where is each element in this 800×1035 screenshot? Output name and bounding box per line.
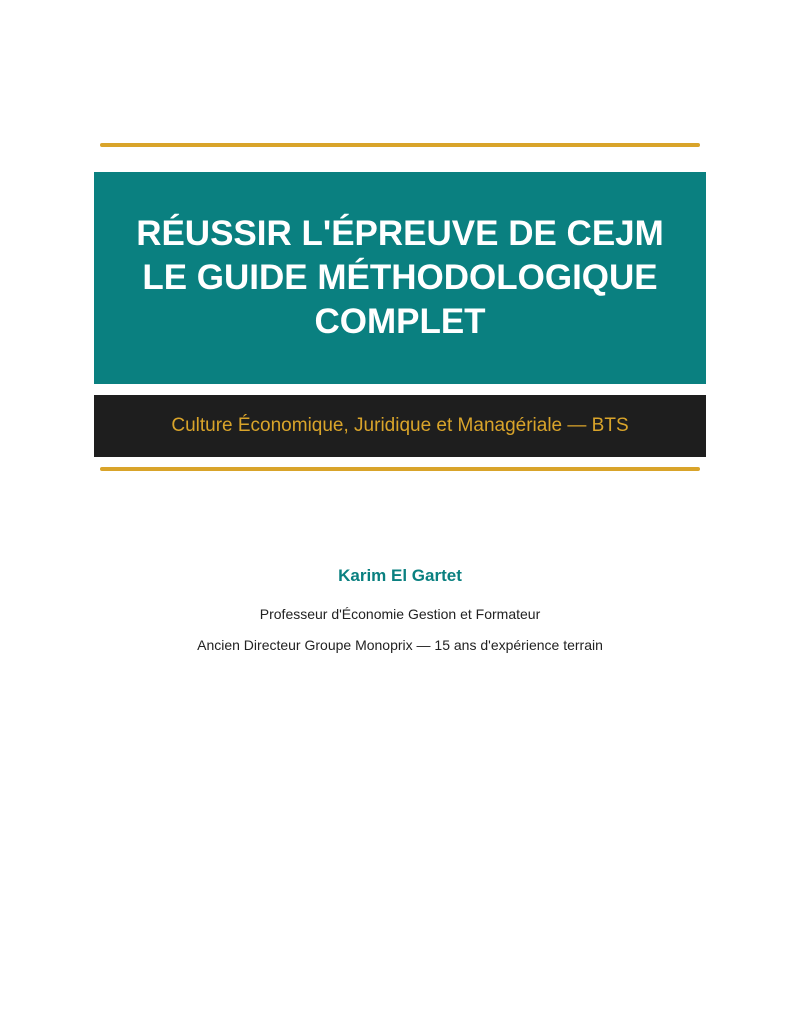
subtitle-text: Culture Économique, Juridique et Managériale — BTS xyxy=(171,415,629,436)
title-line-3: COMPLET xyxy=(314,302,486,341)
author-experience: Ancien Directeur Groupe Monoprix — 15 ans d'expérience terrain xyxy=(197,637,603,653)
title-line-1: RÉUSSIR L'ÉPREUVE DE CEJM xyxy=(136,214,664,253)
top-gold-rule xyxy=(100,143,700,147)
title-line-2: LE GUIDE MÉTHODOLOGIQUE xyxy=(142,258,658,297)
subtitle-banner xyxy=(94,395,706,457)
author-role: Professeur d'Économie Gestion et Formateur xyxy=(259,606,541,622)
author-name: Karim El Gartet xyxy=(338,566,462,585)
bottom-gold-rule xyxy=(100,467,700,471)
title-banner xyxy=(94,172,706,384)
